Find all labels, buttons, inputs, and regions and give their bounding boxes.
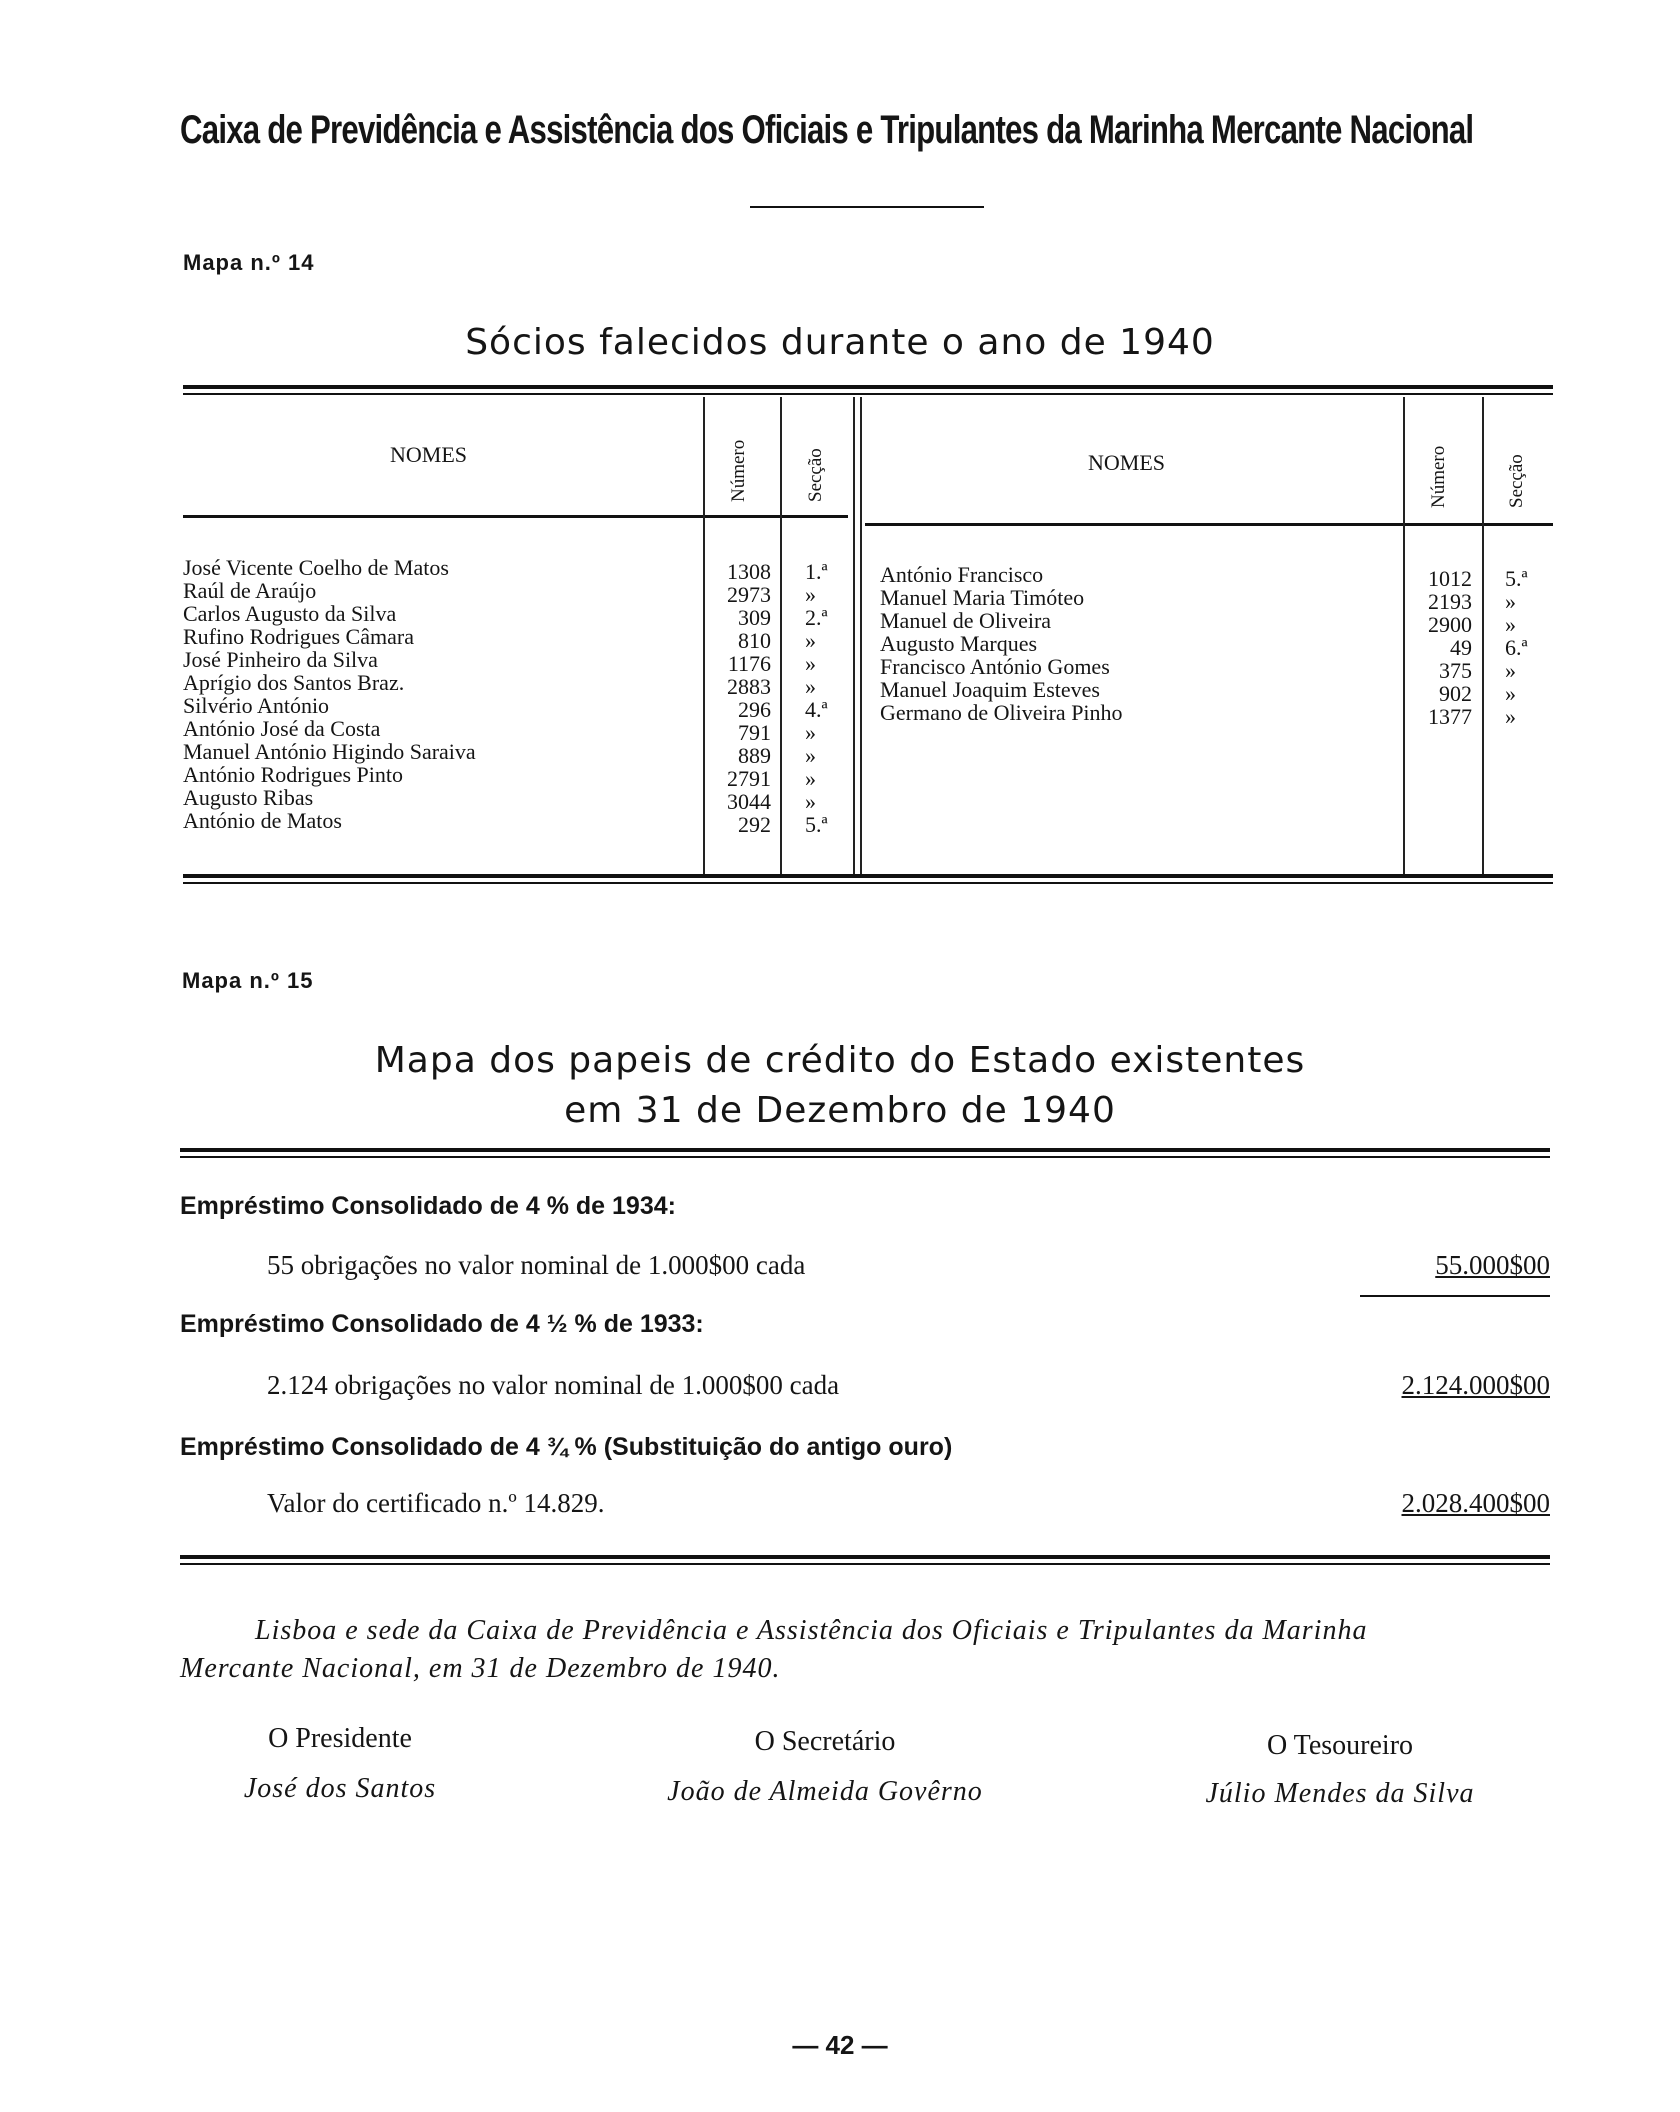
table-row: Silvério António [183,693,330,718]
left-names-column [183,556,698,832]
signature-role: O Secretário [754,1726,896,1757]
table-row: José Vicente Coelho de Matos [183,555,449,580]
left-seccao-column [805,560,849,836]
right-numero-column [1405,567,1472,728]
cell-seccao: » [805,766,816,791]
cell-numero: 296 [738,697,771,722]
cell-seccao: » [1505,612,1516,637]
table-row: Augusto Marques [880,631,1038,656]
cell-numero: 1012 [1428,566,1472,591]
signature-name: João de Almeida Govêrno [667,1776,983,1807]
mapa-15-label: Mapa n.º 15 [182,968,314,993]
table-bottom-rule [183,874,1553,884]
cell-numero: 810 [738,628,771,653]
cell-numero: 2900 [1428,612,1472,637]
mapa-14-label: Mapa n.º 14 [183,250,315,275]
cell-numero: 902 [1439,681,1472,706]
left-numero-column [705,560,771,836]
cell-numero: 375 [1439,658,1472,683]
cell-seccao: 2.ª [805,605,828,630]
cell-numero: 309 [738,605,771,630]
col-divider [853,397,855,874]
cell-seccao: » [1505,704,1516,729]
loan-amount: 2.124.000$00 [1401,1370,1550,1400]
cell-seccao: » [1505,589,1516,614]
col-header-numero: Número [728,439,749,502]
closing-paragraph [180,1612,1580,1688]
cell-seccao: 6.ª [1505,635,1528,660]
loan-heading: Empréstimo Consolidado de 4 ¾ % (Substituição do antigo ouro) [180,1433,953,1461]
cell-numero: 2193 [1428,589,1472,614]
col-header-names: NOMES [1088,450,1166,475]
table-row: António Francisco [880,562,1044,587]
loan-amount: 55.000$00 [1435,1250,1550,1280]
cell-seccao: » [805,674,816,699]
cell-seccao: » [1505,681,1516,706]
loans-bottom-rule [180,1555,1550,1565]
loan-amount: 2.028.400$00 [1401,1488,1550,1518]
loans-top-rule [180,1148,1550,1158]
mapa-15-title-line2: em 31 de Dezembro de 1940 [564,1090,1116,1131]
table-row: José Pinheiro da Silva [183,647,378,672]
right-names-column [880,563,1395,724]
col-header-seccao: Secção [805,448,826,502]
loan-detail: 55 obrigações no valor nominal de 1.000$00 cada [267,1250,806,1280]
col-header-names: NOMES [390,442,468,467]
cell-numero: 1308 [727,559,771,584]
cell-numero: 791 [738,720,771,745]
table-row: António de Matos [183,808,342,833]
table-row: Francisco António Gomes [880,654,1110,679]
cell-numero: 889 [738,743,771,768]
cell-numero: 1176 [727,651,771,676]
cell-seccao: 1.ª [805,559,828,584]
table-row: Germano de Oliveira Pinho [880,700,1123,725]
closing-line: Mercante Nacional, em 31 de Dezembro de 1940. [180,1653,781,1684]
cell-numero: 2791 [727,766,771,791]
loan-detail: Valor do certificado n.º 14.829. [267,1488,605,1518]
cell-seccao: » [805,720,816,745]
table-header-rule-left [183,515,848,518]
col-divider [860,397,862,874]
cell-numero: 3044 [727,789,771,814]
col-divider [780,397,782,874]
cell-numero: 292 [738,812,771,837]
loan-heading: Empréstimo Consolidado de 4 ½ % de 1933: [180,1310,704,1338]
title-divider [750,206,984,208]
cell-seccao: 5.ª [1505,566,1528,591]
table-row: Carlos Augusto da Silva [183,601,397,626]
col-header-numero: Número [1428,445,1449,508]
table-top-rule [183,385,1553,395]
table-row: António Rodrigues Pinto [183,762,404,787]
cell-numero: 2883 [727,674,771,699]
cell-seccao: » [805,582,816,607]
closing-line: Lisboa e sede da Caixa de Previdência e Assistência dos Oficiais e Tripulantes da Marinha [255,1615,1368,1646]
table-row: Rufino Rodrigues Câmara [183,624,414,649]
amount-double-rule [1360,1295,1550,1297]
table-header-rule-right [865,523,1553,526]
cell-seccao: » [805,743,816,768]
table-row: Manuel Maria Timóteo [880,585,1085,610]
signature-name: José dos Santos [243,1773,437,1804]
cell-seccao: » [805,651,816,676]
col-divider [1482,397,1484,874]
institution-title: Caixa de Previdência e Assistência dos Oficiais e Tripulantes da Marinha Mercante Nacional [180,108,1474,152]
signature-role: O Tesoureiro [1266,1730,1414,1761]
loan-detail: 2.124 obrigações no valor nominal de 1.000$00 cada [267,1370,840,1400]
signature-role: O Presidente [268,1723,412,1754]
table-row: António José da Costa [183,716,381,741]
loan-heading: Empréstimo Consolidado de 4 % de 1934: [180,1192,676,1220]
right-seccao-column [1505,567,1549,728]
table-row: Manuel Joaquim Esteves [880,677,1100,702]
page-number: — 42 — [792,2030,888,2060]
table-row: Raúl de Araújo [183,578,317,603]
cell-numero: 2973 [727,582,771,607]
cell-seccao: » [805,628,816,653]
table-row: Manuel António Higindo Saraiva [183,739,476,764]
table-row: Augusto Ribas [183,785,314,810]
cell-seccao: » [805,789,816,814]
mapa-14-title: Sócios falecidos durante o ano de 1940 [465,322,1215,363]
table-row: Manuel de Oliveira [880,608,1052,633]
col-header-seccao: Secção [1506,454,1527,508]
cell-numero: 1377 [1428,704,1472,729]
mapa-15-title-line1: Mapa dos papeis de crédito do Estado existentes [374,1040,1306,1081]
cell-seccao: 5.ª [805,812,828,837]
cell-seccao: » [1505,658,1516,683]
cell-numero: 49 [1450,635,1472,660]
signature-name: Júlio Mendes da Silva [1205,1778,1475,1809]
table-row: Aprígio dos Santos Braz. [183,670,405,695]
cell-seccao: 4.ª [805,697,828,722]
